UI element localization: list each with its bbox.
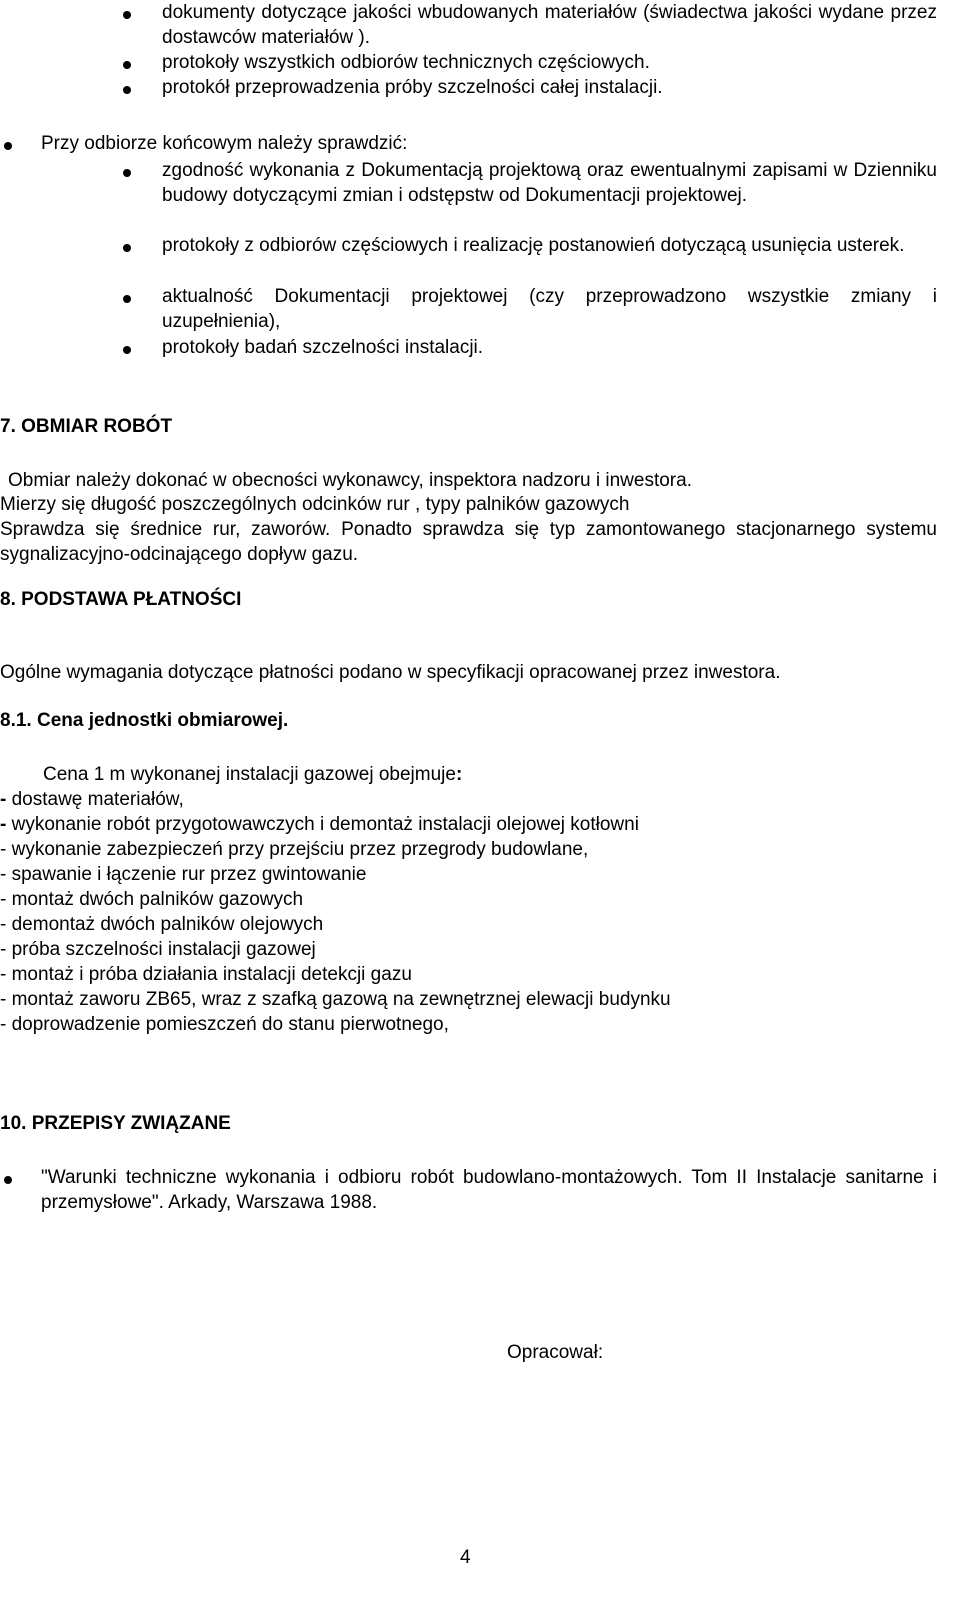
list-item: - próba szczelności instalacji gazowej [0, 939, 316, 960]
list-item: "Warunki techniczne wykonania i odbioru robót budowlano-montażowych. Tom II Instalacje sanitarne i przemysłowe". Arkady, Warszawa 1988. [41, 1167, 937, 1213]
section-heading: 10. PRZEPISY ZWIĄZANE [0, 1113, 231, 1134]
section-heading: 7. OBMIAR ROBÓT [0, 416, 173, 437]
list-item: aktualność Dokumentacji projektowej (czy przeprowadzono wszystkie zmiany i uzupełnienia), [162, 286, 937, 332]
list-item: - montaż i próba działania instalacji detekcji gazu [0, 964, 412, 985]
list-item: - montaż dwóch palników gazowych [0, 889, 304, 910]
bullet-icon [123, 346, 131, 354]
list-dash: - [0, 814, 7, 835]
list-item: zgodność wykonania z Dokumentacją projektową oraz ewentualnymi zapisami w Dzienniku budowy dotyczącymi zmian i odstępstw od Dokumentacji projektowej. [162, 160, 937, 206]
paragraph-line: Ogólne wymagania dotyczące płatności podano w specyfikacji opracowanej przez inwestora. [0, 662, 781, 683]
list-item [0, 812, 639, 837]
list-item: dokumenty dotyczące jakości wbudowanych materiałów (świadectwa jakości wydane przez dostawców materiałów ). [162, 2, 937, 48]
price-intro [43, 762, 462, 787]
bullet-icon [4, 142, 12, 150]
bullet-icon [123, 61, 131, 69]
price-intro-colon: : [455, 764, 463, 785]
bullet-icon [4, 1176, 12, 1184]
bullet-icon [123, 244, 131, 252]
list-item: - spawanie i łączenie rur przez gwintowanie [0, 864, 367, 885]
price-intro-text: Cena 1 m wykonanej instalacji gazowej obejmuje [43, 764, 456, 785]
bullet-icon [123, 295, 131, 303]
sub-heading: 8.1. Cena jednostki obmiarowej. [0, 710, 289, 731]
paragraph-line: Obmiar należy dokonać w obecności wykonawcy, inspektora nadzoru i inwestora. [8, 470, 692, 491]
list-item: - demontaż dwóch palników olejowych [0, 914, 324, 935]
list-item-text: dostawę materiałów, [6, 789, 184, 810]
list-item: protokoły z odbiorów częściowych i realizację postanowień dotyczącą usunięcia usterek. [162, 235, 905, 256]
list-item: protokoły badań szczelności instalacji. [162, 337, 484, 358]
final-check-intro: Przy odbiorze końcowym należy sprawdzić: [41, 133, 408, 154]
list-item [0, 787, 184, 812]
paragraph: Sprawdza się średnice rur, zaworów. Ponadto sprawdza się typ zamontowanego stacjonarnego systemu sygnalizacyjno-odcinającego dopływ gazu. [0, 519, 937, 565]
bullet-icon [123, 169, 131, 177]
list-item-text: wykonanie robót przygotowawczych i demontaż instalacji olejowej kotłowni [6, 814, 639, 835]
list-item: - doprowadzenie pomieszczeń do stanu pierwotnego, [0, 1014, 449, 1035]
list-item: - montaż zaworu ZB65, wraz z szafką gazową na zewnętrznej elewacji budynku [0, 989, 671, 1010]
bullet-icon [123, 11, 131, 19]
section-heading: 8. PODSTAWA PŁATNOŚCI [0, 589, 242, 610]
list-item: protokół przeprowadzenia próby szczelności całej instalacji. [162, 77, 663, 98]
list-item: protokoły wszystkich odbiorów technicznych częściowych. [162, 52, 650, 73]
bullet-icon [123, 86, 131, 94]
signature-label: Opracował: [507, 1342, 604, 1363]
list-item: - wykonanie zabezpieczeń przy przejściu przez przegrody budowlane, [0, 839, 589, 860]
page-number: 4 [460, 1547, 471, 1568]
paragraph-line: Mierzy się długość poszczególnych odcinków rur , typy palników gazowych [0, 494, 630, 515]
list-dash: - [0, 789, 7, 810]
